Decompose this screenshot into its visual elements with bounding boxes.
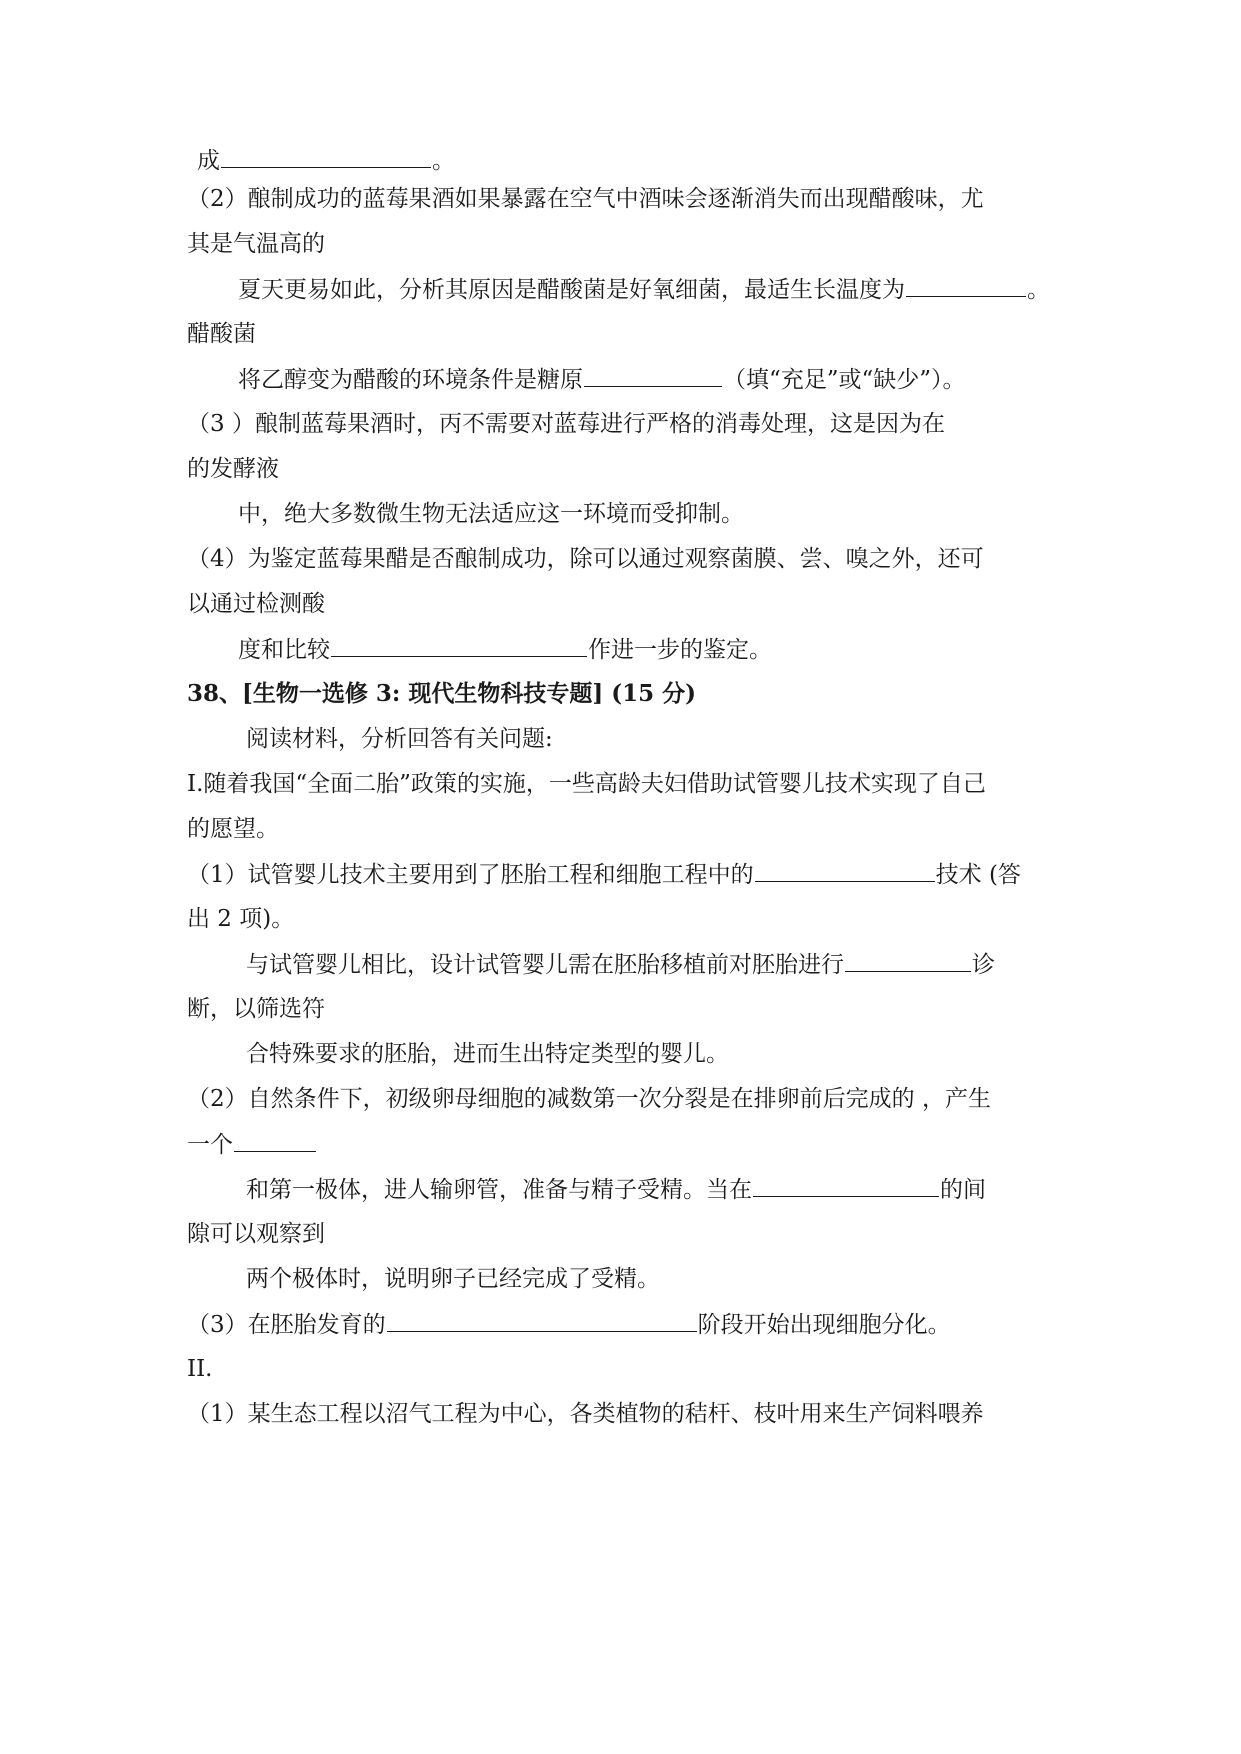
answer-blank[interactable]	[221, 145, 431, 168]
answer-blank[interactable]	[755, 859, 935, 882]
answer-blank[interactable]	[331, 634, 587, 657]
answer-blank[interactable]	[584, 364, 722, 387]
line-12: 度和比较 作进一步的鉴定。	[238, 634, 772, 665]
line-1: 成 。	[197, 145, 455, 176]
answer-blank[interactable]	[753, 1174, 939, 1197]
line-21: 合特殊要求的胚胎，进而生出特定类型的婴儿。	[246, 1041, 729, 1067]
line-18: 出 2 项)。	[187, 906, 295, 932]
line-29: （1）某生态工程以沼气工程为中心，各类植物的秸杆、枝叶用来生产饲料喂养	[187, 1401, 984, 1427]
line-22: （2）自然条件下，初级卵母细胞的减数第一次分裂是在排卵前后完成的 ，产生	[187, 1086, 991, 1112]
line-14: 阅读材料，分析回答有关问题:	[246, 726, 553, 752]
line-25: 隙可以观察到	[187, 1221, 325, 1247]
line-11: 以通过检测酸	[187, 591, 325, 617]
line-17: （1）试管婴儿技术主要用到了胚胎工程和细胞工程中的 技术 (答	[187, 859, 1021, 890]
line-20: 断，以筛选符	[187, 996, 325, 1022]
line-15: I.随着我国“全面二胎”政策的实施，一些高龄夫妇借助试管婴儿技术实现了自己	[187, 771, 986, 797]
line-2: （2）酿制成功的蓝莓果酒如果暴露在空气中酒味会逐渐消失而出现醋酸味，尤	[187, 186, 984, 212]
line-16: 的愿望。	[187, 816, 279, 842]
line-27: （3）在胚胎发育的 阶段开始出现细胞分化。	[187, 1309, 951, 1340]
line-9: 中，绝大多数微生物无法适应这一环境而受抑制。	[238, 501, 744, 527]
line-19: 与试管婴儿相比，设计试管婴儿需在胚胎移植前对胚胎进行 诊	[246, 949, 995, 980]
line-5: 醋酸菌	[187, 321, 256, 347]
line-26: 两个极体时，说明卵子已经完成了受精。	[246, 1266, 660, 1292]
answer-blank[interactable]	[234, 1129, 316, 1152]
answer-blank[interactable]	[906, 274, 1026, 297]
line-10: （4）为鉴定蓝莓果醋是否酿制成功，除可以通过观察菌膜、尝、嗅之外，还可	[187, 546, 984, 572]
line-8: 的发酵液	[187, 456, 279, 482]
line-24: 和第一极体，进人输卵管，准备与精子受精。当在 的间	[246, 1174, 986, 1205]
section-ii-label: II.	[187, 1356, 213, 1382]
question-38-heading: 38、[生物一选修 3: 现代生物科技专题] (15 分)	[187, 680, 697, 707]
line-7: （3 ）酿制蓝莓果酒时，丙不需要对蓝莓进行严格的消毒处理，这是因为在	[187, 411, 945, 437]
answer-blank[interactable]	[845, 949, 971, 972]
line-3: 其是气温高的	[187, 231, 325, 257]
line-23: 一个	[187, 1129, 317, 1160]
line-6: 将乙醇变为醋酸的环境条件是糖原 （填“充足”或“缺少”）。	[238, 364, 966, 395]
line-4: 夏天更易如此，分析其原因是醋酸菌是好氧细菌，最适生长温度为 。	[238, 274, 1050, 305]
answer-blank[interactable]	[387, 1309, 697, 1332]
